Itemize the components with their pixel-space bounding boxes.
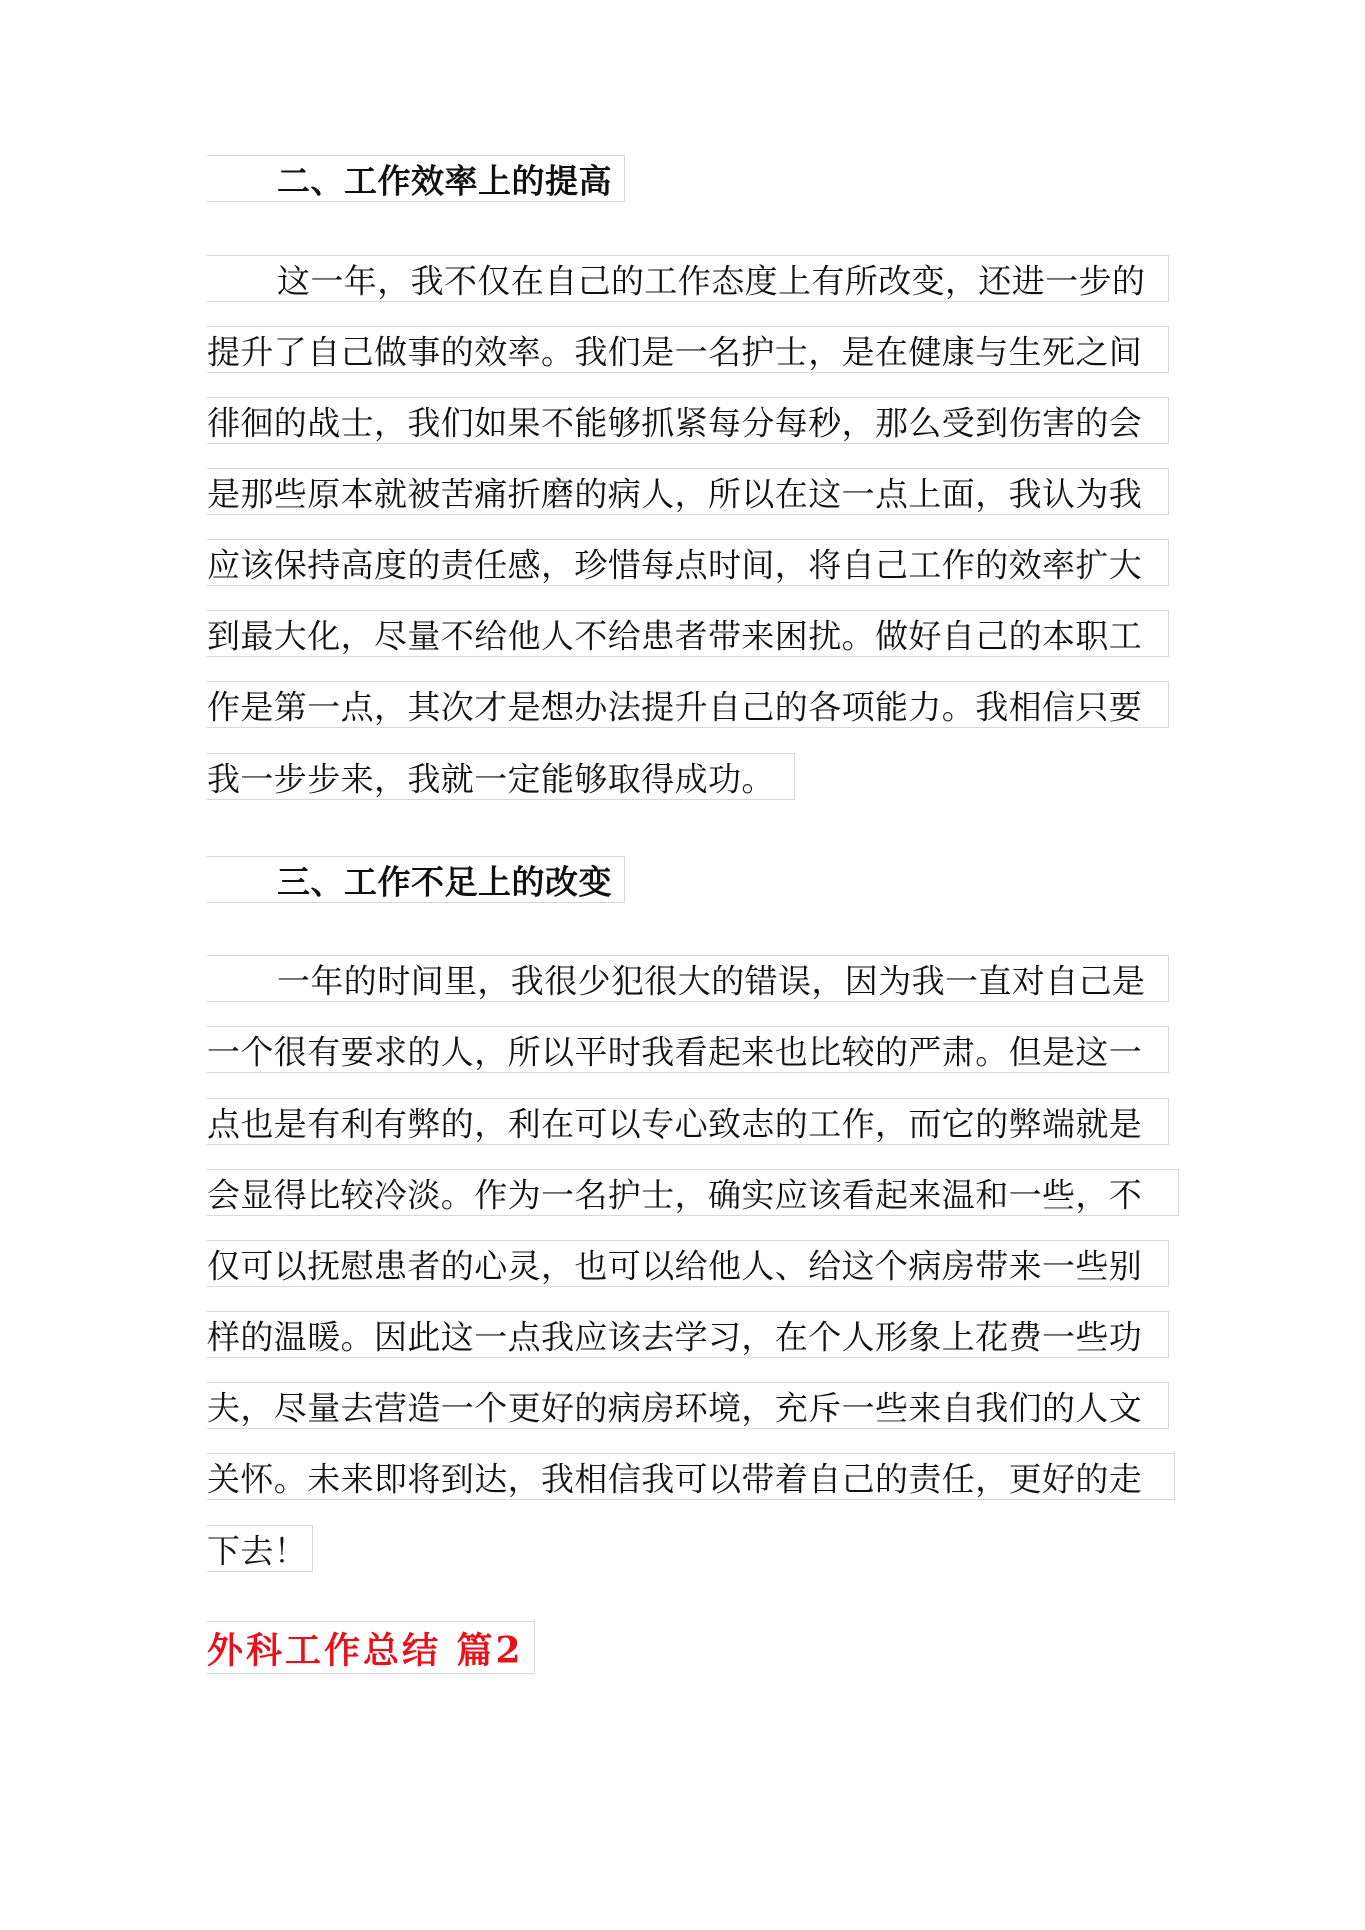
section-heading-text: 三、工作不足上的改变 bbox=[277, 862, 612, 901]
paragraph-line bbox=[207, 1026, 1169, 1073]
paragraph-line-text: 提升了自己做事的效率。我们是一名护士，是在健康与生死之间 bbox=[207, 332, 1143, 371]
paragraph-line bbox=[207, 326, 1169, 373]
paragraph-line-text: 一个很有要求的人，所以平时我看起来也比较的严肃。但是这一 bbox=[207, 1032, 1143, 1071]
paragraph-line bbox=[207, 1525, 313, 1572]
paragraph-line bbox=[207, 1453, 1175, 1500]
paragraph-line bbox=[207, 397, 1169, 444]
paragraph-line-text: 徘徊的战士，我们如果不能够抓紧每分每秒，那么受到伤害的会 bbox=[207, 403, 1143, 442]
article-title bbox=[207, 1621, 535, 1674]
paragraph-line bbox=[207, 1098, 1169, 1145]
article-title-text: 外科工作总结 篇2 bbox=[207, 1629, 524, 1671]
paragraph-line bbox=[207, 1382, 1169, 1429]
paragraph-line-text: 仅可以抚慰患者的心灵，也可以给他人、给这个病房带来一些别 bbox=[207, 1246, 1143, 1285]
section-heading bbox=[207, 856, 625, 903]
paragraph-line-text: 一年的时间里，我很少犯很大的错误，因为我一直对自己是 bbox=[277, 961, 1146, 1000]
paragraph-line bbox=[207, 955, 1169, 1002]
paragraph-line-text: 到最大化，尽量不给他人不给患者带来困扰。做好自己的本职工 bbox=[207, 616, 1143, 655]
paragraph-line-text: 样的温暖。因此这一点我应该去学习，在个人形象上花费一些功 bbox=[207, 1317, 1143, 1356]
paragraph-line-text: 作是第一点，其次才是想办法提升自己的各项能力。我相信只要 bbox=[207, 687, 1143, 726]
paragraph-line bbox=[207, 610, 1169, 657]
paragraph-line-text: 关怀。未来即将到达，我相信我可以带着自己的责任，更好的走 bbox=[207, 1459, 1143, 1498]
paragraph-line-text: 这一年，我不仅在自己的工作态度上有所改变，还进一步的 bbox=[277, 261, 1146, 300]
paragraph-line bbox=[207, 1240, 1169, 1287]
paragraph-line-text: 应该保持高度的责任感，珍惜每点时间，将自己工作的效率扩大 bbox=[207, 545, 1143, 584]
paragraph-line bbox=[207, 255, 1169, 302]
paragraph-line-text: 是那些原本就被苦痛折磨的病人，所以在这一点上面，我认为我 bbox=[207, 474, 1143, 513]
paragraph-line bbox=[207, 468, 1169, 515]
paragraph-line-text: 我一步步来，我就一定能够取得成功。 bbox=[207, 759, 775, 798]
paragraph-line-text: 会显得比较冷淡。作为一名护士，确实应该看起来温和一些，不 bbox=[207, 1175, 1143, 1214]
paragraph-line-text: 点也是有利有弊的，利在可以专心致志的工作，而它的弊端就是 bbox=[207, 1104, 1143, 1143]
paragraph-line-text: 下去！ bbox=[207, 1531, 308, 1570]
paragraph-line bbox=[207, 1311, 1169, 1358]
paragraph-line bbox=[207, 539, 1169, 586]
paragraph-line bbox=[207, 1169, 1179, 1216]
section-heading bbox=[207, 155, 625, 202]
section-heading-text: 二、工作效率上的提高 bbox=[277, 161, 612, 200]
paragraph-line bbox=[207, 753, 795, 800]
paragraph-line bbox=[207, 681, 1169, 728]
paragraph-line-text: 夫，尽量去营造一个更好的病房环境，充斥一些来自我们的人文 bbox=[207, 1388, 1143, 1427]
